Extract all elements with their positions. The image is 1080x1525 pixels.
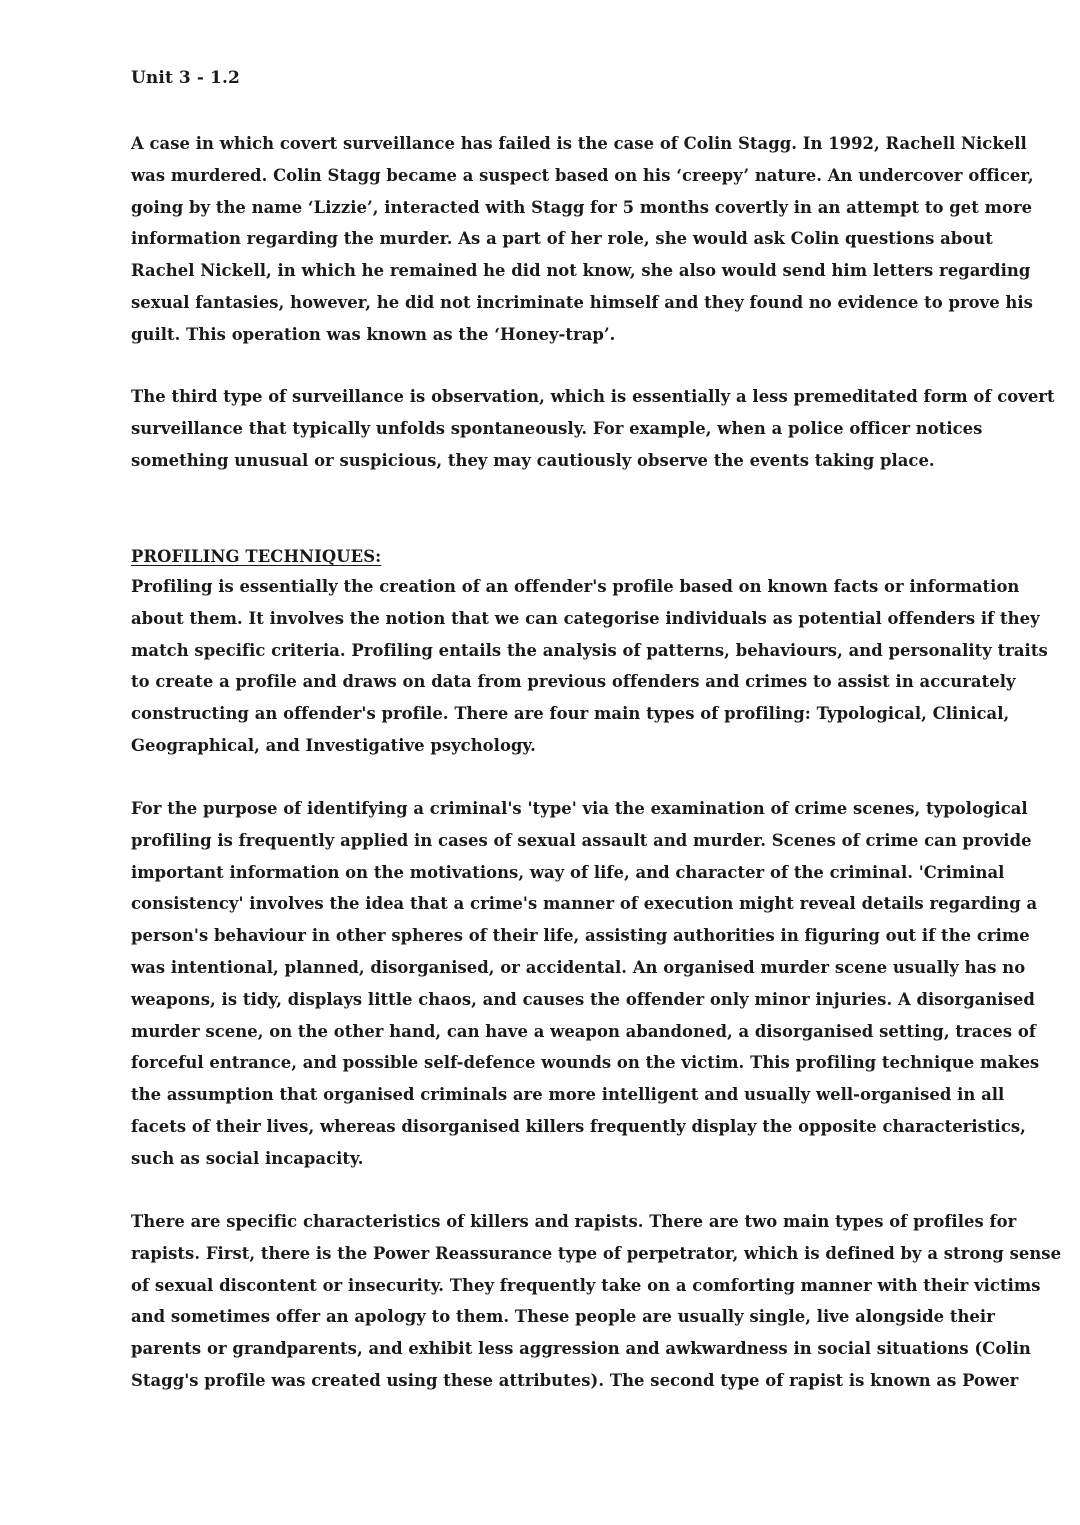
paragraph-typological <box>131 793 1040 1175</box>
text-line: guilt. This operation was known as the ‘Honey-trap’. <box>131 324 616 344</box>
text-line: parents or grandparents, and exhibit less aggression and awkwardness in social situations (Colin <box>131 1339 1031 1359</box>
paragraph-colin-stagg <box>131 128 1034 351</box>
page-header: Unit 3 - 1.2 <box>131 68 240 88</box>
paragraph-observation <box>131 381 1055 476</box>
text-line: Geographical, and Investigative psychology. <box>131 735 536 755</box>
text-line: Rachel Nickell, in which he remained he did not know, she also would send him letters regarding <box>131 261 1031 281</box>
text-line: match specific criteria. Profiling entails the analysis of patterns, behaviours, and personality traits <box>131 640 1048 660</box>
text-line: rapists. First, there is the Power Reassurance type of perpetrator, which is defined by a strong sense <box>131 1243 1062 1263</box>
text-line: about them. It involves the notion that we can categorise individuals as potential offenders if they <box>131 608 1040 628</box>
text-line: profiling is frequently applied in cases of sexual assault and murder. Scenes of crime can provide <box>131 830 1032 850</box>
text-line: the assumption that organised criminals are more intelligent and usually well-organised in all <box>131 1085 1005 1105</box>
text-line: A case in which covert surveillance has failed is the case of Colin Stagg. In 1992, Rachell Nickell <box>131 134 1027 153</box>
text-line: Profiling is essentially the creation of an offender's profile based on known facts or information <box>131 577 1020 596</box>
text-line: going by the name ‘Lizzie’, interacted with Stagg for 5 months covertly in an attempt to get more <box>131 197 1033 217</box>
text-line: such as social incapacity. <box>131 1148 364 1168</box>
text-line: murder scene, on the other hand, can have a weapon abandoned, a disorganised setting, traces of <box>131 1021 1036 1041</box>
text-line: consistency' involves the idea that a crime's manner of execution might reveal details regarding a <box>131 894 1038 914</box>
paragraph-profiling-intro <box>131 571 1048 762</box>
text-line: forceful entrance, and possible self-defence wounds on the victim. This profiling technique makes <box>131 1053 1040 1073</box>
text-line: Stagg's profile was created using these attributes). The second type of rapist is known as Power <box>131 1370 1019 1390</box>
text-line: surveillance that typically unfolds spontaneously. For example, when a police officer notices <box>131 418 983 438</box>
text-line: weapons, is tidy, displays little chaos, and causes the offender only minor injuries. A disorganised <box>131 989 1035 1009</box>
text-line: was intentional, planned, disorganised, or accidental. An organised murder scene usually has no <box>131 957 1026 977</box>
text-line: There are specific characteristics of killers and rapists. There are two main types of profiles for <box>131 1212 1017 1231</box>
paragraph-rapist-profiles <box>131 1206 1062 1397</box>
text-line: For the purpose of identifying a criminal's 'type' via the examination of crime scenes, typological <box>131 799 1028 818</box>
text-line: something unusual or suspicious, they may cautiously observe the events taking place. <box>131 450 935 470</box>
text-line: information regarding the murder. As a part of her role, she would ask Colin questions about <box>131 229 993 249</box>
text-line: sexual fantasies, however, he did not incriminate himself and they found no evidence to prove his <box>131 292 1033 312</box>
text-line: person's behaviour in other spheres of their life, assisting authorities in figuring out if the crime <box>131 926 1030 946</box>
text-line: important information on the motivations, way of life, and character of the criminal. 'Criminal <box>131 862 1005 882</box>
text-line: The third type of surveillance is observation, which is essentially a less premeditated form of covert <box>131 387 1055 406</box>
text-line: facets of their lives, whereas disorganised killers frequently display the opposite characteristics, <box>131 1116 1026 1136</box>
text-line: constructing an offender's profile. There are four main types of profiling: Typological, Clinical, <box>131 704 1010 724</box>
text-line: of sexual discontent or insecurity. They frequently take on a comforting manner with their victims <box>131 1275 1041 1295</box>
text-line: to create a profile and draws on data from previous offenders and crimes to assist in accurately <box>131 672 1016 692</box>
text-line: was murdered. Colin Stagg became a suspect based on his ‘creepy’ nature. An undercover officer, <box>131 165 1034 185</box>
text-line: and sometimes offer an apology to them. These people are usually single, live alongside their <box>131 1307 995 1327</box>
section-heading: PROFILING TECHNIQUES: <box>131 547 382 566</box>
